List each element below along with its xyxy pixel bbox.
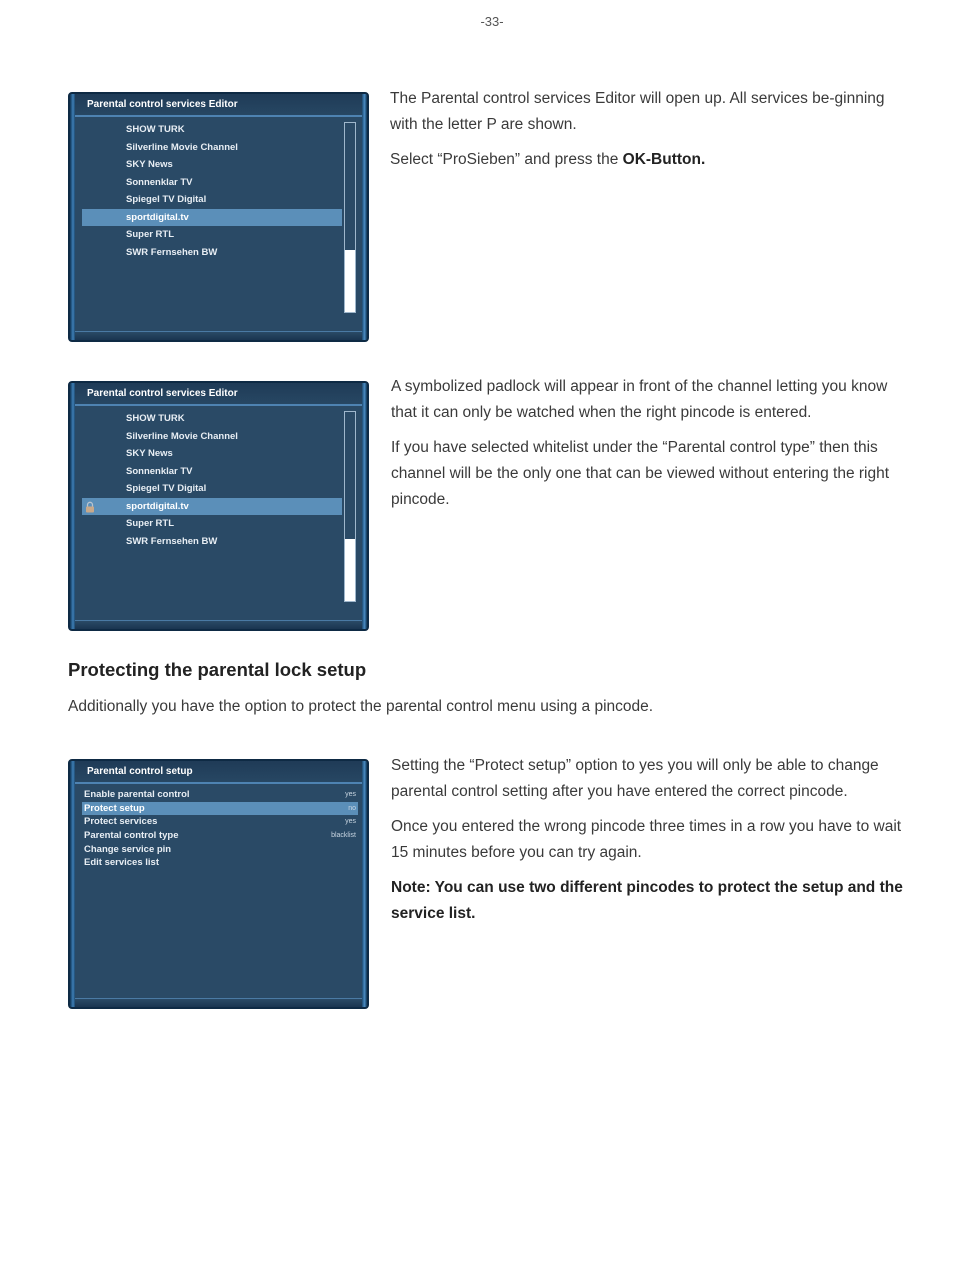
screen-title: Parental control services Editor (75, 94, 362, 117)
services-editor-screenshot (68, 92, 369, 342)
service-item[interactable]: Super RTL (126, 229, 175, 240)
paragraph: Select “ProSieben” and press the OK-Button. (390, 151, 706, 168)
setup-item-parental-control-type[interactable]: Parental control type blacklist (84, 830, 356, 842)
paragraph: If you have selected whitelist under the “Parental control type” then this channel will be the only one that can be viewed without entering the right pincode. (391, 439, 890, 508)
service-item[interactable]: Super RTL (126, 518, 175, 529)
screen-title: Parental control setup (75, 761, 362, 784)
setup-item-edit-services-list[interactable]: Edit services list (84, 857, 159, 869)
service-item[interactable]: sportdigital.tv (82, 209, 342, 227)
section2-text (391, 374, 911, 522)
service-item[interactable]: SKY News (126, 159, 173, 170)
section1-text (390, 86, 910, 182)
ok-button-reference: OK-Button. (622, 151, 706, 168)
service-item[interactable]: Spiegel TV Digital (126, 194, 207, 205)
setup-item-protect-setup[interactable]: Protect setup no (84, 802, 356, 814)
setup-item-protect-services[interactable]: Protect services yes (84, 816, 356, 828)
section-heading: Protecting the parental lock setup (68, 659, 367, 680)
paragraph: Setting the “Protect setup” option to yes you will only be able to change parental control setting after you have entered the correct pincode. (391, 757, 879, 800)
intro-paragraph: Additionally you have the option to protect the parental control menu using a pincode. (68, 698, 654, 715)
scrollbar-thumb[interactable] (345, 250, 355, 312)
service-item[interactable]: SWR Fernsehen BW (126, 535, 218, 547)
paragraph: A symbolized padlock will appear in front of the channel letting you know that it can only be watched when the right pincode is entered. (391, 378, 888, 421)
service-item[interactable]: Sonnenklar TV (126, 465, 193, 477)
paragraph: The Parental control services Editor will open up. All services be-ginning with the letter P are shown. (390, 90, 885, 133)
service-item[interactable]: sportdigital.tv (82, 498, 342, 516)
section3-text (391, 753, 911, 936)
note-paragraph: Note: You can use two different pincodes to protect the setup and the service list. (391, 879, 903, 922)
service-item[interactable]: SKY News (126, 448, 173, 459)
screen-footer (75, 998, 362, 1007)
screen-footer (75, 620, 362, 629)
page-number: -33- (480, 14, 504, 29)
service-item[interactable]: Silverline Movie Channel (126, 430, 238, 442)
service-list (82, 410, 342, 550)
service-item[interactable]: Silverline Movie Channel (126, 141, 238, 153)
scrollbar[interactable] (344, 122, 356, 313)
service-item[interactable]: SHOW TURK (126, 413, 185, 424)
services-editor-locked-screenshot (68, 381, 369, 631)
parental-setup-screenshot (68, 759, 369, 1009)
padlock-icon (84, 501, 96, 513)
scrollbar-thumb[interactable] (345, 539, 355, 601)
setup-item-change-service-pin[interactable]: Change service pin (84, 843, 172, 855)
service-item[interactable]: SHOW TURK (126, 124, 185, 135)
service-list (82, 121, 342, 261)
setup-item-enable-parental-control[interactable]: Enable parental control yes (84, 789, 356, 800)
service-item[interactable]: Sonnenklar TV (126, 176, 193, 188)
screen-footer (75, 331, 362, 340)
service-item[interactable]: SWR Fernsehen BW (126, 246, 218, 258)
scrollbar[interactable] (344, 411, 356, 602)
screen-title: Parental control services Editor (75, 383, 362, 406)
paragraph: Once you entered the wrong pincode three times in a row you have to wait 15 minutes before you can try again. (391, 818, 902, 861)
setup-menu (82, 788, 358, 870)
service-item[interactable]: Spiegel TV Digital (126, 483, 207, 494)
